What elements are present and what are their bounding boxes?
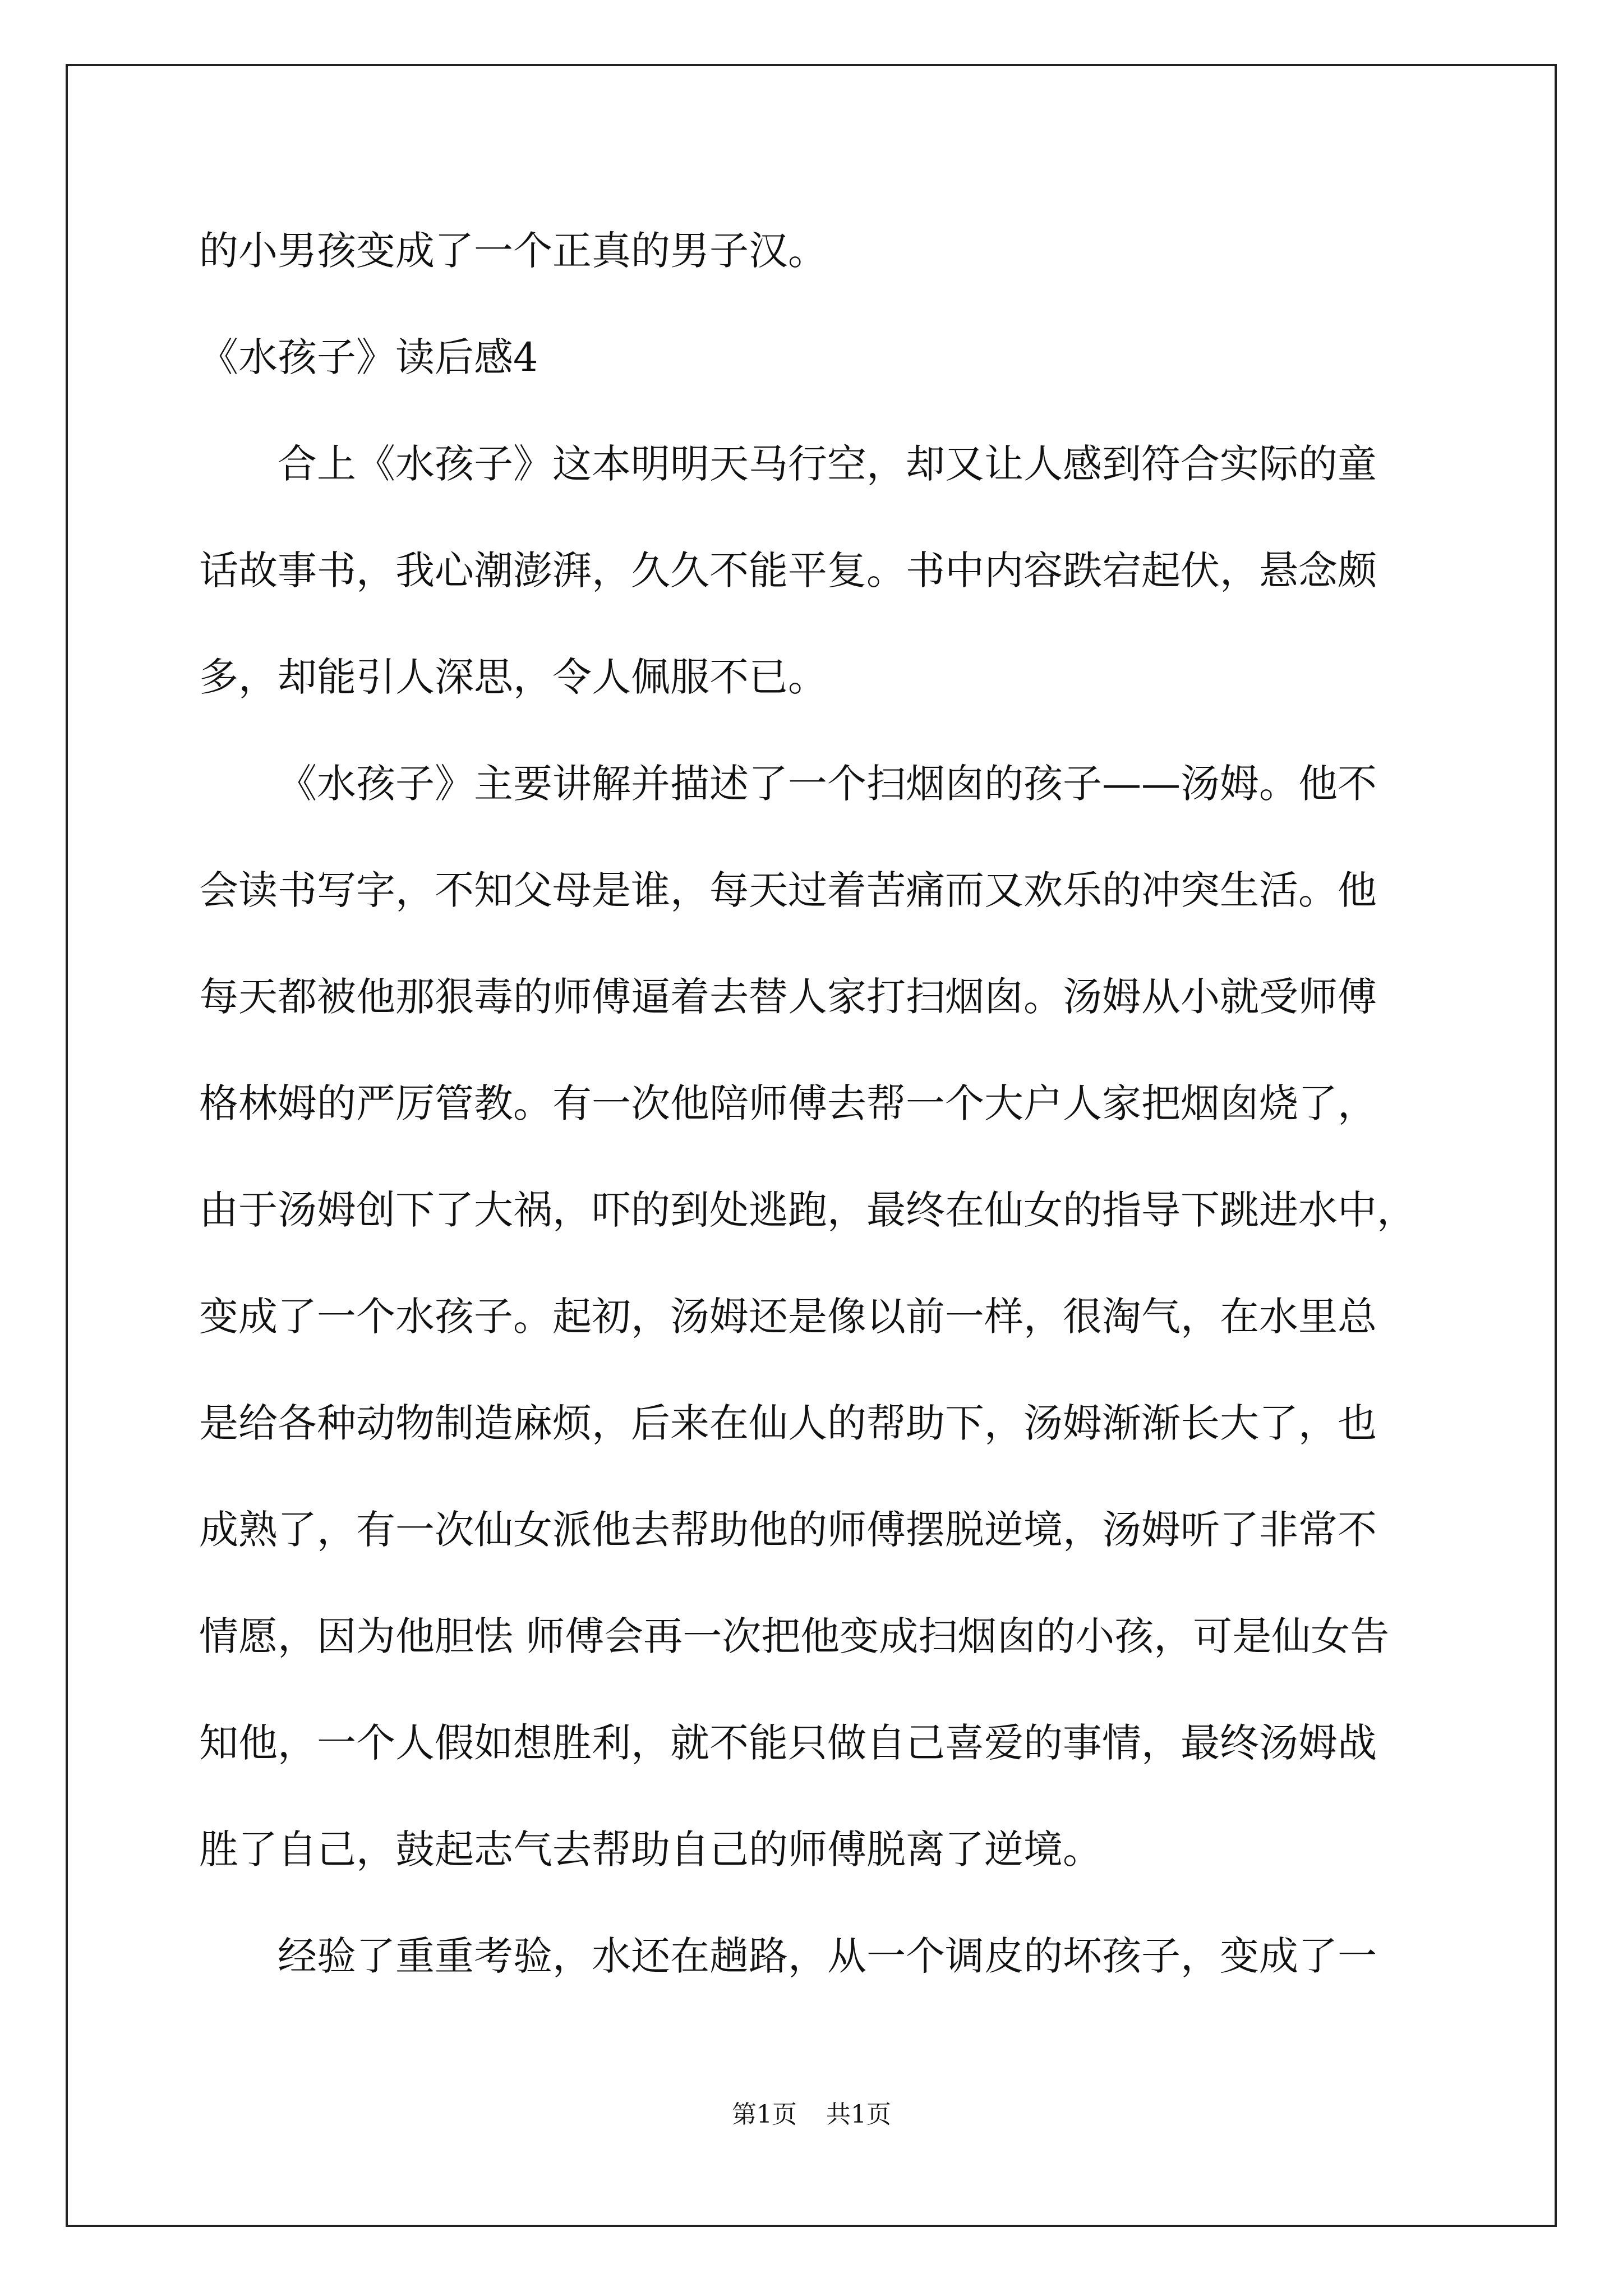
paragraph-line: 格林姆的严厉管教。有一次他陪师傅去帮一个大户人家把烟囱烧了，	[199, 1080, 1377, 1126]
paragraph-line: 多，却能引人深思，令人佩服不已。	[199, 654, 827, 700]
paragraph-line: 胜了自己，鼓起志气去帮助自己的师傅脱离了逆境。	[199, 1826, 1102, 1872]
section-heading: 《水孩子》读后感4	[199, 334, 538, 380]
paragraph-line: 经验了重重考验，水还在趟路，从一个调皮的坏孩子，变成了一	[278, 1933, 1377, 1979]
paragraph-line: 成熟了，有一次仙女派他去帮助他的师傅摆脱逆境，汤姆听了非常不	[199, 1507, 1377, 1553]
paragraph-line: 情愿，因为他胆怯 师傅会再一次把他变成扫烟囱的小孩，可是仙女告	[199, 1613, 1390, 1659]
paragraph-line: 由于汤姆创下了大祸，吓的到处逃跑，最终在仙女的指导下跳进水中，	[199, 1187, 1416, 1233]
page-border	[66, 64, 1557, 2227]
paragraph-line: 会读书写字，不知父母是谁，每天过着苦痛而又欢乐的冲突生活。他	[199, 867, 1377, 913]
page-total: 共1页	[826, 2100, 891, 2129]
paragraph-line: 《水孩子》主要讲解并描述了一个扫烟囱的孩子——汤姆。他不	[278, 761, 1377, 807]
page-footer	[0, 2094, 1623, 2130]
paragraph-line: 变成了一个水孩子。起初，汤姆还是像以前一样，很淘气，在水里总	[199, 1294, 1377, 1340]
paragraph-line: 是给各种动物制造麻烦，后来在仙人的帮助下，汤姆渐渐长大了，也	[199, 1400, 1377, 1446]
paragraph-line: 话故事书，我心潮澎湃，久久不能平复。书中内容跌宕起伏，悬念颇	[199, 547, 1377, 593]
paragraph-line: 合上《水孩子》这本明明天马行空，却又让人感到符合实际的童	[278, 441, 1377, 487]
text-line: 的小男孩变成了一个正真的男子汉。	[199, 228, 827, 274]
paragraph-line: 每天都被他那狠毒的师傅逼着去替人家打扫烟囱。汤姆从小就受师傅	[199, 974, 1377, 1020]
paragraph-line: 知他，一个人假如想胜利，就不能只做自己喜爱的事情，最终汤姆战	[199, 1720, 1377, 1766]
page-number: 第1页	[732, 2100, 797, 2129]
